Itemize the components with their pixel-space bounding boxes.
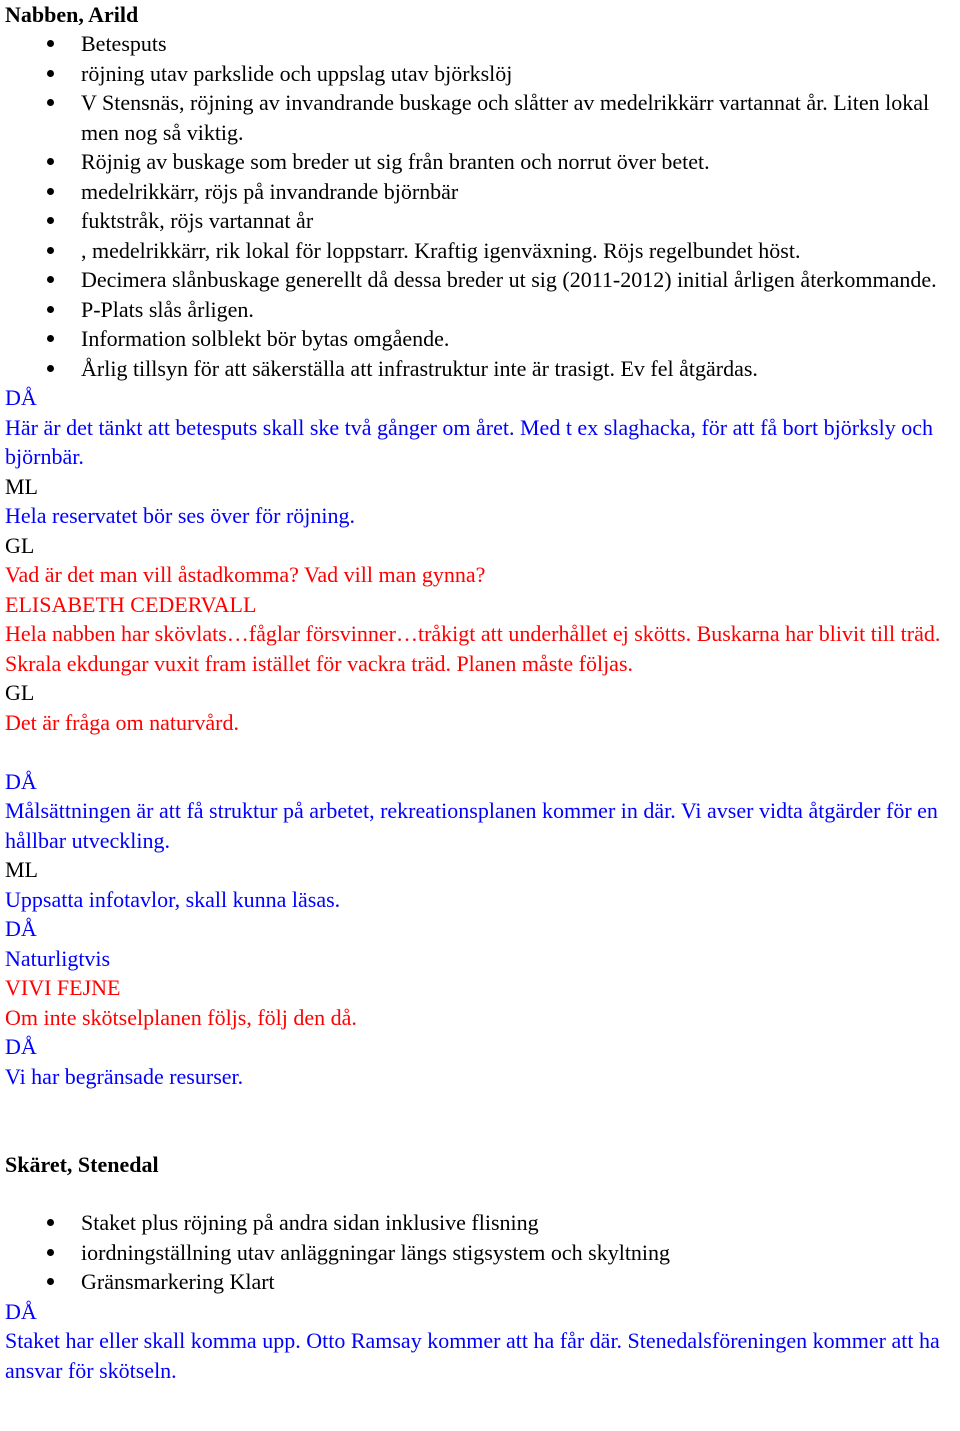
bullet-icon	[47, 1219, 54, 1226]
list-item: fuktstråk, röjs vartannat år	[5, 206, 955, 236]
speaker-label: GL	[5, 532, 35, 558]
spacer	[5, 1179, 955, 1208]
spacer	[5, 1091, 955, 1121]
list-item: V Stensnäs, röjning av invandrande buskage och slåtter av medelrikkärr vartannat år. Liten lokal men nog så viktig.	[5, 88, 955, 147]
speaker-label: DÅ	[5, 1034, 37, 1059]
dialogue-block-nabben-1	[5, 383, 955, 737]
list-item: Röjnig av buskage som breder ut sig från branten och norrut över betet.	[5, 147, 955, 177]
list-item: Information solblekt bör bytas omgående.	[5, 324, 955, 354]
bullet-icon	[47, 158, 54, 165]
list-item: , medelrikkärr, rik lokal för loppstarr. Kraftig igenväxning. Röjs regelbundet höst.	[5, 236, 955, 266]
speaker-label: ELISABETH CEDERVALL	[5, 591, 257, 617]
speaker-label: DÅ	[5, 385, 37, 410]
section-title-nabben: Nabben, Arild	[5, 2, 139, 27]
bullet-icon	[47, 70, 54, 77]
bullet-icon	[47, 306, 54, 313]
bullet-icon	[47, 1249, 54, 1256]
bullet-icon	[47, 365, 54, 372]
speaker-label: VIVI FEJNE	[5, 975, 121, 1000]
list-item: Decimera slånbuskage generellt då dessa breder ut sig (2011-2012) initial årligen återkommande.	[5, 265, 955, 295]
bullet-icon	[47, 188, 54, 195]
list-item: medelrikkärr, röjs på invandrande björnbär	[5, 177, 955, 207]
section-title-skaret: Skäret, Stenedal	[5, 1152, 159, 1177]
dialogue-block-nabben-2	[5, 767, 955, 1092]
bullet-icon	[47, 335, 54, 342]
bullet-icon	[47, 217, 54, 224]
list-item: röjning utav parkslide och uppslag utav björkslöj	[5, 59, 955, 89]
statement-text: Hela reservatet bör ses över för röjning.	[5, 503, 356, 528]
statement-text: Naturligtvis	[5, 945, 111, 971]
statement-text: Uppsatta infotavlor, skall kunna läsas.	[5, 886, 341, 912]
bullet-icon	[47, 276, 54, 283]
bullet-icon	[47, 1278, 54, 1285]
bullet-icon	[47, 99, 54, 106]
speaker-label: ML	[5, 473, 38, 499]
list-item: P-Plats slås årligen.	[5, 295, 955, 325]
statement-text: Staket har eller skall komma upp. Otto Ramsay kommer att ha får där. Stenedalsföreningen kommer att ha ansvar för skötseln.	[5, 1328, 940, 1383]
bullet-icon	[47, 40, 54, 47]
speaker-label: DÅ	[5, 768, 37, 794]
statement-text: Här är det tänkt att betesputs skall ske två gånger om året. Med t ex slaghacka, för att få bort björksly och björnbär.	[5, 414, 933, 469]
speaker-label: ML	[5, 857, 38, 882]
spacer	[5, 737, 955, 767]
bullet-list-nabben	[5, 29, 955, 383]
bullet-list-skaret	[5, 1208, 955, 1297]
bullet-icon	[47, 247, 54, 254]
list-item: Staket plus röjning på andra sidan inklusive flisning	[5, 1208, 955, 1238]
statement-text: Hela nabben har skövlats…fåglar försvinner…tråkigt att underhållet ej skötts. Buskarna har blivit till träd. Skrala ekdungar vuxit fram istället för vackra träd. Planen måste följas.	[5, 621, 941, 676]
statement-text: Vad är det man vill åstadkomma? Vad vill man gynna?	[5, 562, 486, 587]
list-item: iordningställning utav anläggningar längs stigsystem och skyltning	[5, 1238, 955, 1268]
statement-text: Målsättningen är att få struktur på arbetet, rekreationsplanen kommer in där. Vi avser vidta åtgärder för en hållbar utveckling.	[5, 798, 938, 853]
spacer	[5, 1121, 955, 1151]
speaker-label: DÅ	[5, 1298, 37, 1324]
speaker-label: GL	[5, 680, 35, 705]
dialogue-block-skaret	[5, 1297, 955, 1386]
statement-text: Det är fråga om naturvård.	[5, 709, 239, 735]
statement-text: Om inte skötselplanen följs, följ den då.	[5, 1004, 357, 1030]
speaker-label: DÅ	[5, 916, 37, 941]
list-item: Gränsmarkering Klart	[5, 1267, 955, 1297]
statement-text: Vi har begränsade resurser.	[5, 1063, 244, 1089]
list-item: Årlig tillsyn för att säkerställa att infrastruktur inte är trasigt. Ev fel åtgärdas.	[5, 354, 955, 384]
list-item: Betesputs	[5, 29, 955, 59]
